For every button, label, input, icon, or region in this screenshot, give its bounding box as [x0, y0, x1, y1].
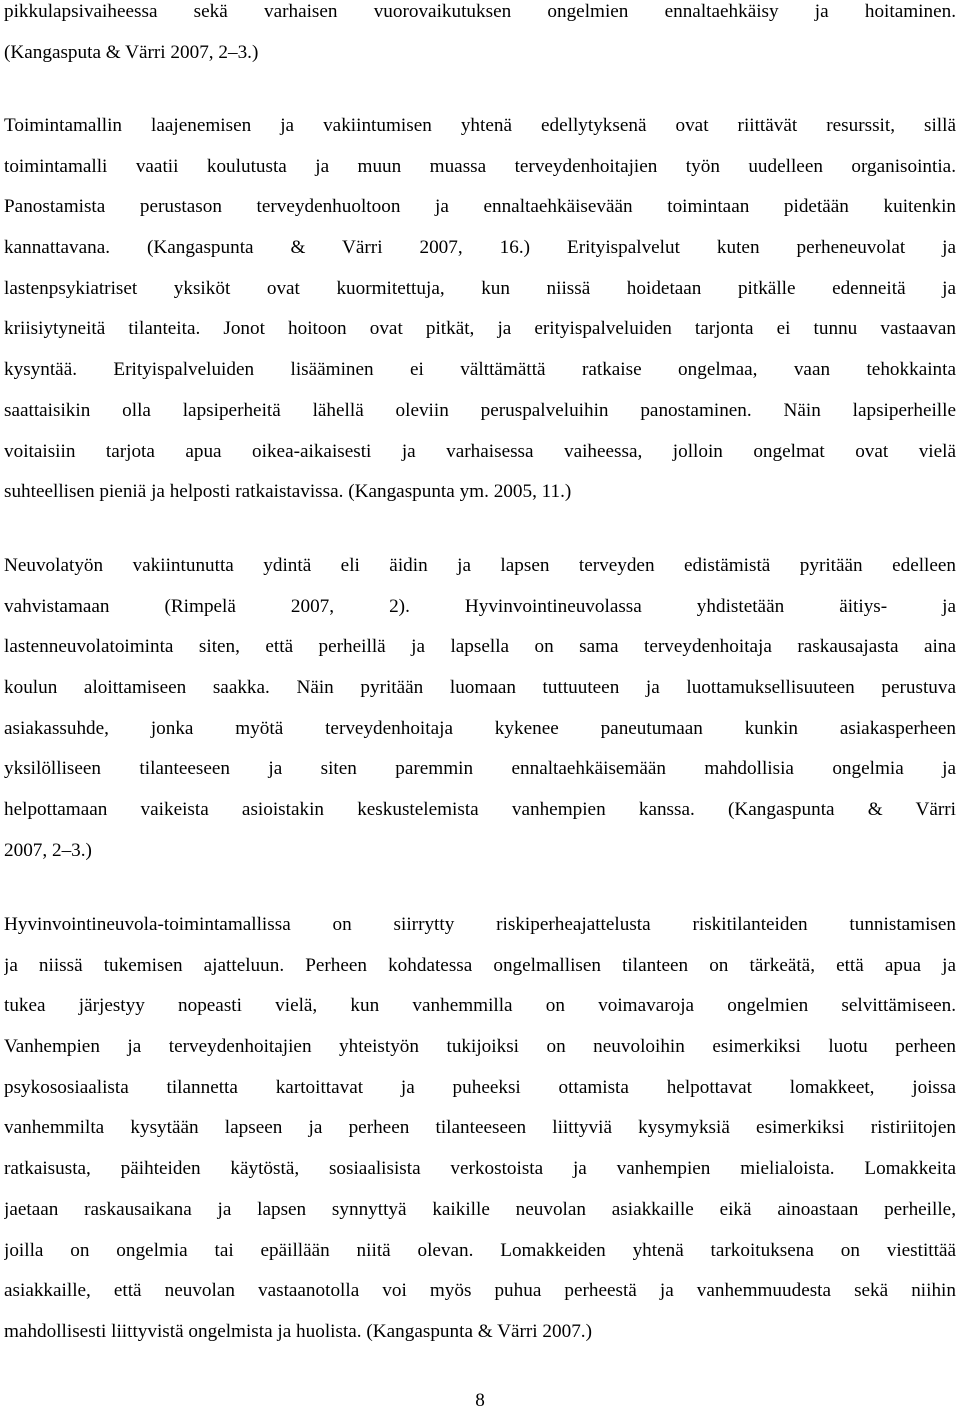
text-line: psykososiaalista tilannetta kartoittavat ja puheeksi ottamista helpottavat lomakkeet, joissa	[4, 1076, 956, 1098]
text-line: 2007, 2–3.)	[4, 839, 92, 861]
paragraph	[4, 546, 956, 872]
text-line: saattaisikin olla lapsiperheitä lähellä oleviin peruspalveluihin panostaminen. Näin lapsiperheille	[4, 399, 956, 421]
text-line: jaetaan raskausaikana ja lapsen synnyttyä kaikille neuvolan asiakkaille eikä ainoastaan perheille,	[4, 1198, 956, 1220]
text-line: kriisiytyneitä tilanteita. Jonot hoitoon ovat pitkät, ja erityispalveluiden tarjonta ei tunnu vastaavan	[4, 318, 956, 340]
paragraph	[4, 905, 956, 1353]
text-line: suhteellisen pieniä ja helposti ratkaistavissa. (Kangaspunta ym. 2005, 11.)	[4, 481, 572, 503]
text-line: Panostamista perustason terveydenhuoltoon ja ennaltaehkäisevään toimintaan pidetään kuitenkin	[4, 196, 956, 218]
text-line: ja niissä tukemisen ajatteluun. Perheen kohdatessa ongelmallisen tilanteen on tärkeätä, että apua ja	[4, 954, 956, 976]
text-line: asiakassuhde, jonka myötä terveydenhoitaja kykenee paneutumaan kunkin asiakasperheen	[4, 717, 956, 739]
paragraph	[4, 106, 956, 513]
text-line: mahdollisesti liittyvistä ongelmista ja huolista. (Kangaspunta & Värri 2007.)	[4, 1320, 592, 1342]
text-line: kysyntää. Erityispalveluiden lisääminen ei välttämättä ratkaise ongelmaa, vaan tehokkainta	[4, 359, 956, 381]
text-line: helpottamaan vaikeista asioistakin keskustelemista vanhempien kanssa. (Kangaspunta & Värri	[4, 799, 956, 821]
text-line: asiakkaille, että neuvolan vastaanotolla voi myös puhua perheestä ja vanhemmuudesta sekä niihin	[4, 1280, 956, 1302]
text-line: Hyvinvointineuvola-toimintamallissa on siirrytty riskiperheajattelusta riskitilanteiden tunnistamisen	[4, 914, 956, 935]
text-line: kannattavana. (Kangaspunta & Värri 2007, 16.) Erityispalvelut kuten perheneuvolat ja	[4, 237, 956, 259]
paragraph	[4, 0, 956, 73]
text-line: Toimintamallin laajenemisen ja vakiintumisen yhtenä edellytyksenä ovat riittävät resurssit, sillä	[4, 115, 956, 136]
text-line: (Kangasputa & Värri 2007, 2–3.)	[4, 41, 259, 63]
text-line: voitaisiin tarjota apua oikea-aikaisesti ja varhaisessa vaiheessa, jolloin ongelmat ovat vielä	[4, 440, 956, 462]
text-line: joilla on ongelmia tai epäillään niitä olevan. Lomakkeiden yhtenä tarkoituksena on viestittää	[4, 1239, 956, 1261]
text-line: koulun aloittamiseen saakka. Näin pyritään luomaan tuttuuteen ja luottamuksellisuuteen perustuva	[4, 677, 956, 699]
text-line: lastenpsykiatriset yksiköt ovat kuormitettuja, kun niissä hoidetaan pitkälle edenneitä ja	[4, 277, 956, 299]
text-line: vanhemmilta kysytään lapseen ja perheen tilanteeseen liittyviä kysymyksiä esimerkiksi ristiriitojen	[4, 1117, 956, 1139]
text-line: Neuvolatyön vakiintunutta ydintä eli äidin ja lapsen terveyden edistämistä pyritään edelleen	[4, 555, 956, 576]
text-line: Vanhempien ja terveydenhoitajien yhteistyön tukijoiksi on neuvoloihin esimerkiksi luotu perheen	[4, 1036, 956, 1058]
text-line: ratkaisusta, päihteiden käytöstä, sosiaalisista verkostoista ja vanhempien mielialoista. Lomakkeita	[4, 1158, 956, 1180]
text-line: yksilölliseen tilanteeseen ja siten paremmin ennaltaehkäisemään mahdollisia ongelmia ja	[4, 758, 956, 780]
text-line: tukea järjestyy nopeasti vielä, kun vanhemmilla on voimavaroja ongelmien selvittämiseen.	[4, 995, 956, 1017]
text-line: vahvistamaan (Rimpelä 2007, 2). Hyvinvointineuvolassa yhdistetään äitiys- ja	[4, 595, 956, 617]
page-number: 8	[475, 1390, 485, 1411]
text-line: pikkulapsivaiheessa sekä varhaisen vuorovaikutuksen ongelmien ennaltaehkäisy ja hoitaminen.	[4, 1, 956, 22]
text-line: toimintamalli vaatii koulutusta ja muun muassa terveydenhoitajien työn uudelleen organisointia.	[4, 155, 956, 177]
text-line: lastenneuvolatoiminta siten, että perheillä ja lapsella on sama terveydenhoitaja raskausajasta aina	[4, 636, 956, 658]
